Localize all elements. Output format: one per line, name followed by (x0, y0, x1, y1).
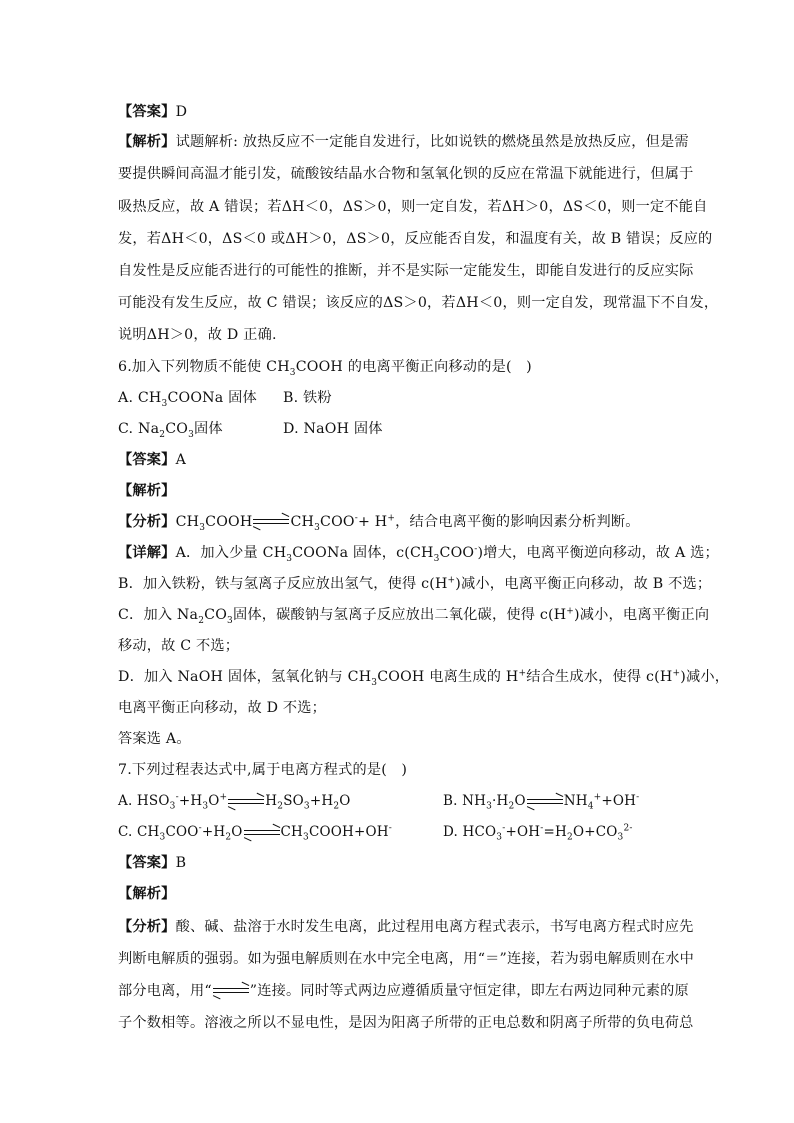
answer-tag: 【答案】 (118, 855, 176, 871)
q7b-2: ·H (492, 793, 509, 809)
detail-a3: COO (439, 545, 475, 561)
q7b-7: + (593, 792, 602, 803)
q7b-6: 4 (587, 801, 594, 812)
q6-detail-d: D．加入 NaOH 固体，氢氧化钠与 $CH_3COOH$ 电离生成的 H+结合生成水，使得 c(H+)减小， (118, 668, 730, 688)
q7d-8: 3 (617, 832, 624, 843)
q7d-4: - (540, 823, 544, 834)
answer-value: B (175, 855, 187, 871)
detail-a1: A．加入少量 CH (175, 545, 287, 561)
q7c-7: CH (280, 824, 304, 840)
q7c-8: 3 (303, 832, 309, 843)
q6-option-c: C. $Na_2CO_3$固体 (118, 421, 223, 440)
q7a-3: +H (178, 793, 203, 809)
equilibrium-arrow-icon (228, 797, 264, 807)
q6-detail-c-cont: 移动，故 C 不选； (118, 638, 240, 654)
q5-analysis-line-3: 吸热反应，故 A 错误；若ΔH＜0，ΔS＞0，则一定自发，若ΔH＞0，ΔS＜0，则一定不能自 (118, 199, 708, 215)
q7c-9: COOH+OH (308, 824, 389, 840)
answer-value: A (175, 452, 187, 468)
q7d-1: 3 (496, 832, 503, 843)
detail-c2: CO (204, 607, 228, 623)
q5-analysis-line-7: 说明ΔH＞0，故 D 正确. (118, 327, 277, 343)
q7b-8: +OH (601, 793, 637, 809)
q7d-2: - (502, 823, 506, 834)
q7c-4: +H (201, 824, 226, 840)
detail-a4: )增大，电离平衡逆向移动，故 A 选； (477, 545, 719, 561)
q7a-9: SO (283, 793, 304, 809)
q7c-3: - (198, 823, 202, 834)
fenxi-tag: 【分析】 (118, 919, 176, 935)
q6-detail-c: C．加入 $Na_2CO_3$固体，碳酸钠与氢离子反应放出二氧化碳，使得 c(H+)减小，电离平衡正向 (118, 606, 710, 626)
q7-analysis-tag: 【解析】 (118, 886, 176, 902)
q7b-4: O (514, 793, 526, 809)
q7b-9: - (636, 792, 640, 803)
q7c-6: O (231, 824, 243, 840)
q7-fenxi-line-1 (118, 917, 694, 937)
fenxi-d: COO (320, 514, 355, 530)
equilibrium-arrow-icon (244, 828, 280, 838)
q6-stem-b: COOH 的电离平衡正向移动的是( ) (295, 359, 532, 375)
q7-fenxi-line-4: 子个数相等。溶液之所以不显电性，是因为阳离子所带的正电总数和阴离子所带的负电荷总 (118, 1015, 694, 1031)
q7a-2: - (175, 792, 179, 803)
q5-analysis-line-2: 要提供瞬间高温才能引发，硫酸铵结晶水合物和氢氧化钡的反应在常温下就能进行，但属于 (118, 166, 694, 182)
q7c-10: - (388, 823, 393, 834)
q6-stem-a: 6.加入下列物质不能使 CH (118, 359, 290, 375)
q7-option-b (443, 791, 639, 811)
detail-c4: )减小，电离平衡正向 (574, 607, 710, 623)
q7a-11: +H (309, 793, 334, 809)
q6-opt-c2: CO (165, 421, 189, 437)
detail-b2: )减小，电离平衡正向移动，故 B 不选； (455, 576, 712, 592)
detail-d1: D．加入 NaOH 固体，氢氧化钠与 CH (118, 669, 372, 685)
q7a-4: 3 (202, 801, 209, 812)
q7d-0: D. HCO (443, 824, 497, 840)
q6-opt-a2: COONa 固体 (167, 390, 257, 406)
q7a-10: 3 (303, 801, 310, 812)
fenxi-a: CH (175, 514, 200, 530)
fenxi-f: ，结合电离平衡的影响因素分析判断。 (395, 514, 640, 530)
q7b-5: NH (563, 793, 588, 809)
q7d-7: O+CO (572, 824, 618, 840)
q6-detail-b: B．加入铁粉，铁与氢离子反应放出氢气，使得 c(H+)减小，电离平衡正向移动，故 B 不选； (118, 575, 712, 592)
analysis-tag: 【解析】 (118, 134, 176, 150)
q7a-0: A. HSO (118, 793, 170, 809)
q5-analysis-line-1 (118, 132, 689, 152)
q6-answer-line (118, 450, 186, 470)
q7-answer-line (118, 853, 186, 873)
detail-d2: COOH 电离生成的 H (377, 669, 519, 685)
q5-analysis-line-5: 自发性是反应能否进行的可能性的推断，并不是实际一定能发生，即能自发进行的反应实际 (118, 263, 694, 279)
fenxi-e: + H (357, 514, 388, 530)
equilibrium-arrow-icon (527, 797, 563, 807)
q6-opt-c: C. Na (118, 421, 160, 437)
q7c-2: COO (165, 824, 199, 840)
q6-opt-c3: 固体 (194, 421, 223, 437)
equilibrium-arrow-icon (213, 986, 249, 996)
analysis-text: 试题解析: 放热反应不一定能自发进行，比如说铁的燃烧虽然是放热反应，但是需 (175, 134, 689, 150)
q5-analysis-line-6: 可能没有发生反应，故 C 错误；该反应的ΔS＞0，若ΔH＜0，则一定自发，现常温下不自发， (118, 295, 719, 311)
q7a-6: + (219, 792, 228, 803)
fenxi-text: 酸、碱、盐溶于水时发生电离，此过程用电离方程式表示，书写电离方程式时应先 (175, 919, 694, 935)
q7-option-d (443, 822, 633, 842)
q5-analysis-line-4: 发，若ΔH＜0，ΔS＜0 或ΔH＞0，ΔS＞0，反应能否自发，和温度有关，故 B 错误；反应的 (118, 231, 713, 247)
detail-c1: C．加入 Na (118, 607, 199, 623)
q7b-0: B. NH (443, 793, 487, 809)
q7a-13: O (339, 793, 351, 809)
q5-answer-line (118, 102, 187, 122)
q6-option-d: D. NaOH 固体 (283, 421, 383, 437)
q7c-1: 3 (159, 832, 166, 843)
q7a-12: 2 (333, 801, 340, 812)
fenxi-b: COOH (205, 514, 253, 530)
detail-a2: COONa 固体，c(CH (292, 545, 434, 561)
q7a-7: H (265, 793, 278, 809)
q7b-1: 3 (486, 801, 493, 812)
q7-stem: 7.下列过程表达式中,属于电离方程式的是( ) (118, 762, 408, 778)
fenxi-tag: 【分析】 (118, 514, 176, 530)
q6-analysis-tag: 【解析】 (118, 483, 176, 499)
detail-d3: 结合生成水，使得 c(H (526, 669, 673, 685)
detail-b1: B．加入铁粉，铁与氢离子反应放出氢气，使得 c(H (118, 576, 448, 592)
q7c-5: 2 (225, 832, 232, 843)
q6-detail-a: 【详解】A．加入少量 $CH_3COONa$ 固体，$c(CH_3COO^-)$增大，电离平衡逆向移动，故 A 选； (118, 544, 719, 564)
q7c-0: C. CH (118, 824, 160, 840)
q6-conclusion: 答案选 A。 (118, 731, 191, 747)
q7d-9: 2- (623, 823, 633, 834)
answer-value: D (175, 104, 188, 120)
q7-fenxi-line-3 (118, 981, 689, 1001)
answer-tag: 【答案】 (118, 104, 176, 120)
fenxi-c: CH (290, 514, 315, 530)
detail-d4: )减小， (680, 669, 730, 685)
q7-option-a (118, 791, 351, 811)
q7a-5: O (208, 793, 220, 809)
q6-option-b: B. 铁粉 (283, 390, 332, 406)
q7b-3: 2 (508, 801, 515, 812)
q7a-8: 2 (277, 801, 284, 812)
q7-fenxi-line-2: 判断电解质的强弱。如为强电解质则在水中完全电离，用“＝”连接，若为弱电解质则在水中 (118, 951, 695, 967)
detail-tag: 【详解】 (118, 545, 176, 561)
q7d-6: 2 (567, 832, 573, 843)
q7a-1: 3 (169, 801, 176, 812)
fenxi-3a: 部分电离，用“ (118, 983, 212, 999)
q7-option-c (118, 822, 392, 842)
fenxi-3b: ”连接。同时等式两边应遵循质量守恒定律，即左右两边同种元素的原 (249, 983, 689, 999)
detail-c3: 固体，碳酸钠与氢离子反应放出二氧化碳，使得 c(H (232, 607, 567, 623)
equilibrium-arrow-icon (253, 517, 289, 527)
q6-stem: 6.加入下列物质不能使 $CH_3COOH$ 的电离平衡正向移动的是( ) (118, 359, 532, 378)
q7d-3: +OH (505, 824, 541, 840)
q6-detail-d-cont: 电离平衡正向移动，故 D 不选； (118, 700, 327, 716)
q6-fenxi-line: 【分析】$CH_3COOH$ $CH_3COO^-+ H^+$，结合电离平衡的影响因素分析判断。 (118, 513, 640, 533)
answer-tag: 【答案】 (118, 452, 176, 468)
q6-opt-a: A. CH (118, 390, 162, 406)
q6-option-a: A. $CH_3COONa$ 固体 (118, 390, 257, 409)
q7d-5: =H (543, 824, 567, 840)
